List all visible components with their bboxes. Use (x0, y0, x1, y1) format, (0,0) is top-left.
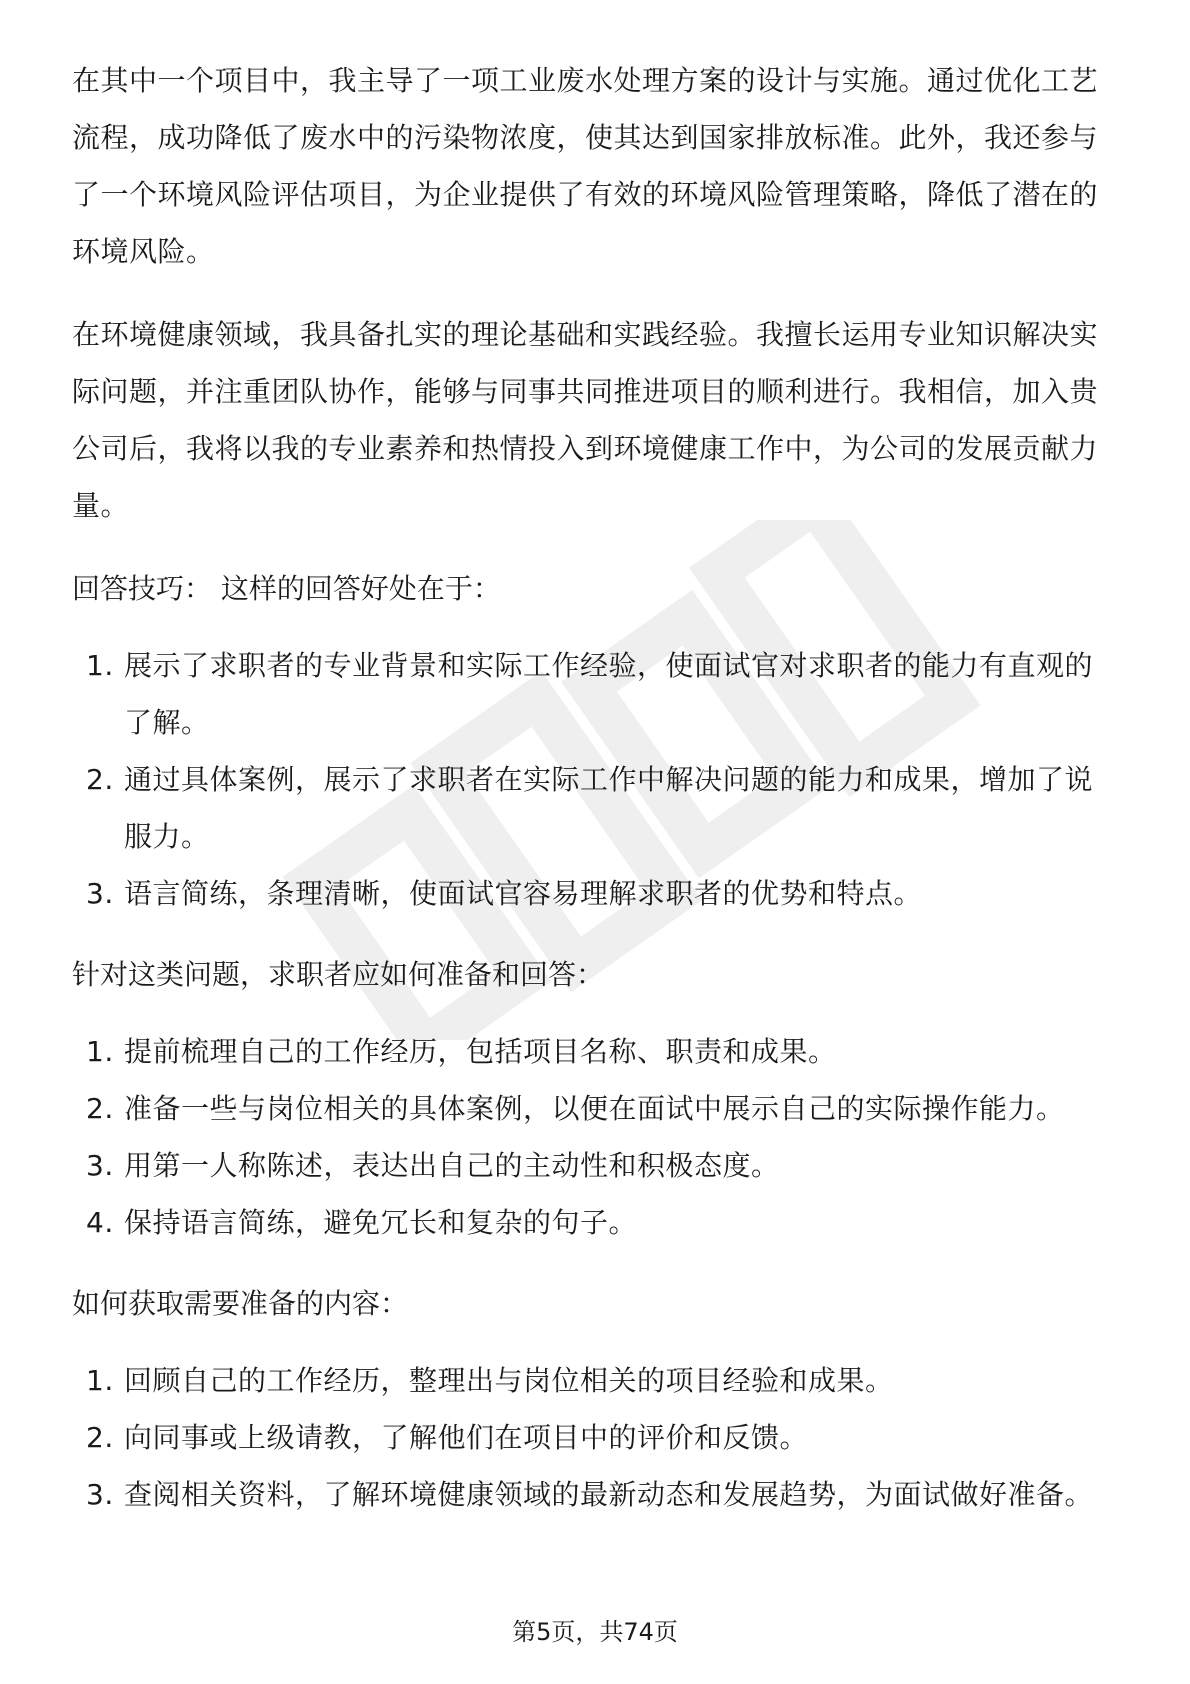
section-heading-prepare: 针对这类问题，求职者应如何准备和回答： (72, 958, 605, 991)
tips-list (72, 637, 1118, 922)
list-item: 2. 向同事或上级请教，了解他们在项目中的评价和反馈。 (86, 1421, 809, 1454)
list-item: 3. 查阅相关资料，了解环境健康领域的最新动态和发展趋势，为面试做好准备。 (86, 1478, 1094, 1511)
obtain-list (72, 1352, 1118, 1523)
list-item: 1. 回顾自己的工作经历，整理出与岗位相关的项目经验和成果。 (86, 1364, 894, 1397)
paragraph-domain-strength: 在环境健康领域，我具备扎实的理论基础和实践经验。我擅长运用专业知识解决实际问题，并注重团队协作，能够与同事共同推进项目的顺利进行。我相信，加入贵公司后，我将以我的专业素养和热情投入到环境健康工作中，为公司的发展贡献力量。 (72, 318, 1099, 522)
page-footer: 第5页，共74页 (512, 1618, 678, 1646)
list-item: 1. 提前梳理自己的工作经历，包括项目名称、职责和成果。 (86, 1035, 837, 1068)
paragraph-project-experience: 在其中一个项目中，我主导了一项工业废水处理方案的设计与实施。通过优化工艺流程，成功降低了废水中的污染物浓度，使其达到国家排放标准。此外，我还参与了一个环境风险评估项目，为企业提供了有效的环境风险管理策略，降低了潜在的环境风险。 (72, 64, 1099, 268)
list-item: 3. 语言简练，条理清晰，使面试官容易理解求职者的优势和特点。 (86, 877, 923, 910)
document-body (72, 52, 1118, 1547)
list-item: 4. 保持语言简练，避免冗长和复杂的句子。 (86, 1206, 638, 1239)
list-item: 1. 展示了求职者的专业背景和实际工作经验，使面试官对求职者的能力有直观的了解。 (86, 649, 1094, 739)
section-heading-tips: 回答技巧： 这样的回答好处在于： (72, 572, 501, 605)
list-item: 2. 准备一些与岗位相关的具体案例，以便在面试中展示自己的实际操作能力。 (86, 1092, 1065, 1125)
section-heading-obtain: 如何获取需要准备的内容： (72, 1287, 409, 1320)
list-item: 3. 用第一人称陈述，表达出自己的主动性和积极态度。 (86, 1149, 780, 1182)
list-item: 2. 通过具体案例，展示了求职者在实际工作中解决问题的能力和成果，增加了说服力。 (86, 763, 1094, 853)
prepare-list (72, 1023, 1118, 1251)
